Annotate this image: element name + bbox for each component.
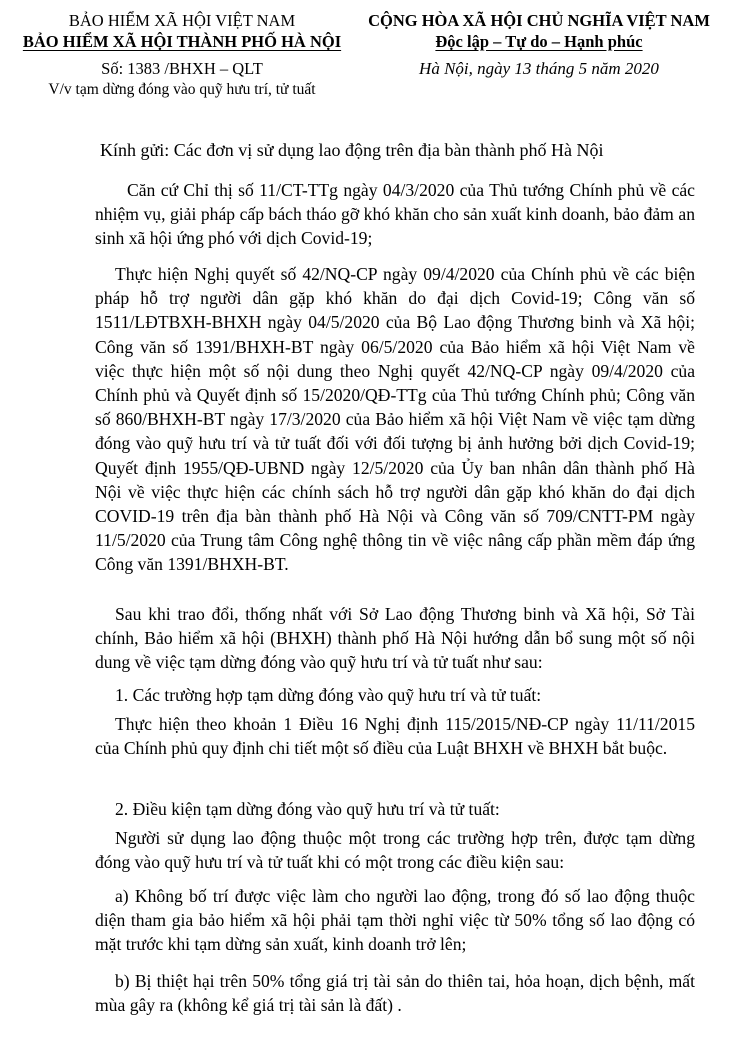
sub-agency-name: BẢO HIỂM XÃ HỘI THÀNH PHỐ HÀ NỘI [22, 32, 342, 51]
agency-name: BẢO HIỂM XÃ HỘI VIỆT NAM [68, 11, 296, 30]
header-right [358, 10, 720, 79]
condition-a: a) Không bố trí được việc làm cho người lao động, trong đó số lao động thuộc diện tham gia bảo hiểm xã hội phải tạm thời nghỉ việc từ 50% tổng số lao động có mặt trước khi tạm dừng sản xuất, kinh doanh trở lên; [95, 886, 695, 955]
header-left [14, 10, 350, 100]
condition-b: b) Bị thiệt hại trên 50% tổng giá trị tài sản do thiên tai, hỏa hoạn, dịch bệnh, mất mùa gây ra (không kể giá trị tài sản là đất) . [95, 971, 695, 1016]
national-title: CỘNG HÒA XÃ HỘI CHỦ NGHĨA VIỆT NAM [368, 11, 710, 30]
place-date: Hà Nội, ngày 13 tháng 5 năm 2020 [419, 59, 659, 78]
paragraph-implementation: Thực hiện Nghị quyết số 42/NQ-CP ngày 09/4/2020 của Chính phủ về các biện pháp hỗ trợ người dân gặp khó khăn do đại dịch Covid-19; Công văn số 1511/LĐTBXH-BHXH ngày 04/5/2020 của Bộ Lao động Thương binh và Xã hội; Công văn số 1391/BHXH-BT ngày 06/5/2020 của Bảo hiểm xã hội Việt Nam về việc thực hiện một số nội dung theo Nghị quyết 42/NQ-CP ngày 09/4/2020 của Chính phủ và Quyết định số 15/2020/QĐ-TTg của Thủ tướng Chính phủ; Công văn số 860/BHXH-BT ngày 17/3/2020 của Bảo hiểm xã hội Việt Nam về việc tạm dừng đóng vào quỹ hưu trí và tử tuất đối với đối tượng bị ảnh hưởng bởi dịch Covid-19; Quyết định 1955/QĐ-UBND ngày 12/5/2020 của Ủy ban nhân dân thành phố Hà Nội về việc thực hiện các chính sách hỗ trợ người dân gặp khó khăn do đại dịch COVID-19 trên địa bàn thành phố Hà Nội và Công văn số 709/CNTT-PM ngày 11/5/2020 của Trung tâm Công nghệ thông tin về việc nâng cấp phần mềm đáp ứng Công văn 1391/BHXH-BT. [95, 264, 695, 575]
national-motto: Độc lập – Tự do – Hạnh phúc [435, 32, 643, 51]
paragraph-legal-basis: Căn cứ Chỉ thị số 11/CT-TTg ngày 04/3/2020 của Thủ tướng Chính phủ về các nhiệm vụ, giải pháp cấp bách tháo gỡ khó khăn cho sản xuất kinh doanh, bảo đảm an sinh xã hội ứng phó với dịch Covid-19; [95, 180, 695, 249]
paragraph-guidance-intro: Sau khi trao đổi, thống nhất với Sở Lao động Thương binh và Xã hội, Sở Tài chính, Bảo hiểm xã hội (BHXH) thành phố Hà Nội hướng dẫn bổ sung một số nội dung về việc tạm dừng đóng vào quỹ hưu trí và tử tuất như sau: [95, 604, 695, 673]
paragraph-section-2: Người sử dụng lao động thuộc một trong các trường hợp trên, được tạm dừng đóng vào quỹ hưu trí và tử tuất khi có một trong các điều kiện sau: [95, 828, 695, 873]
document-number: Số: 1383 /BHXH – QLT [101, 59, 263, 78]
document-subject: V/v tạm dừng đóng vào quỹ hưu trí, tử tuất [48, 81, 316, 98]
section-heading-1: 1. Các trường hợp tạm dừng đóng vào quỹ hưu trí và tử tuất: [115, 685, 542, 705]
paragraph-section-1: Thực hiện theo khoản 1 Điều 16 Nghị định 115/2015/NĐ-CP ngày 11/11/2015 của Chính phủ quy định chi tiết một số điều của Luật BHXH về BHXH bắt buộc. [95, 714, 695, 759]
section-heading-2: 2. Điều kiện tạm dừng đóng vào quỹ hưu trí và tử tuất: [115, 799, 500, 819]
recipient-line: Kính gửi: Các đơn vị sử dụng lao động trên địa bàn thành phố Hà Nội [100, 140, 604, 160]
